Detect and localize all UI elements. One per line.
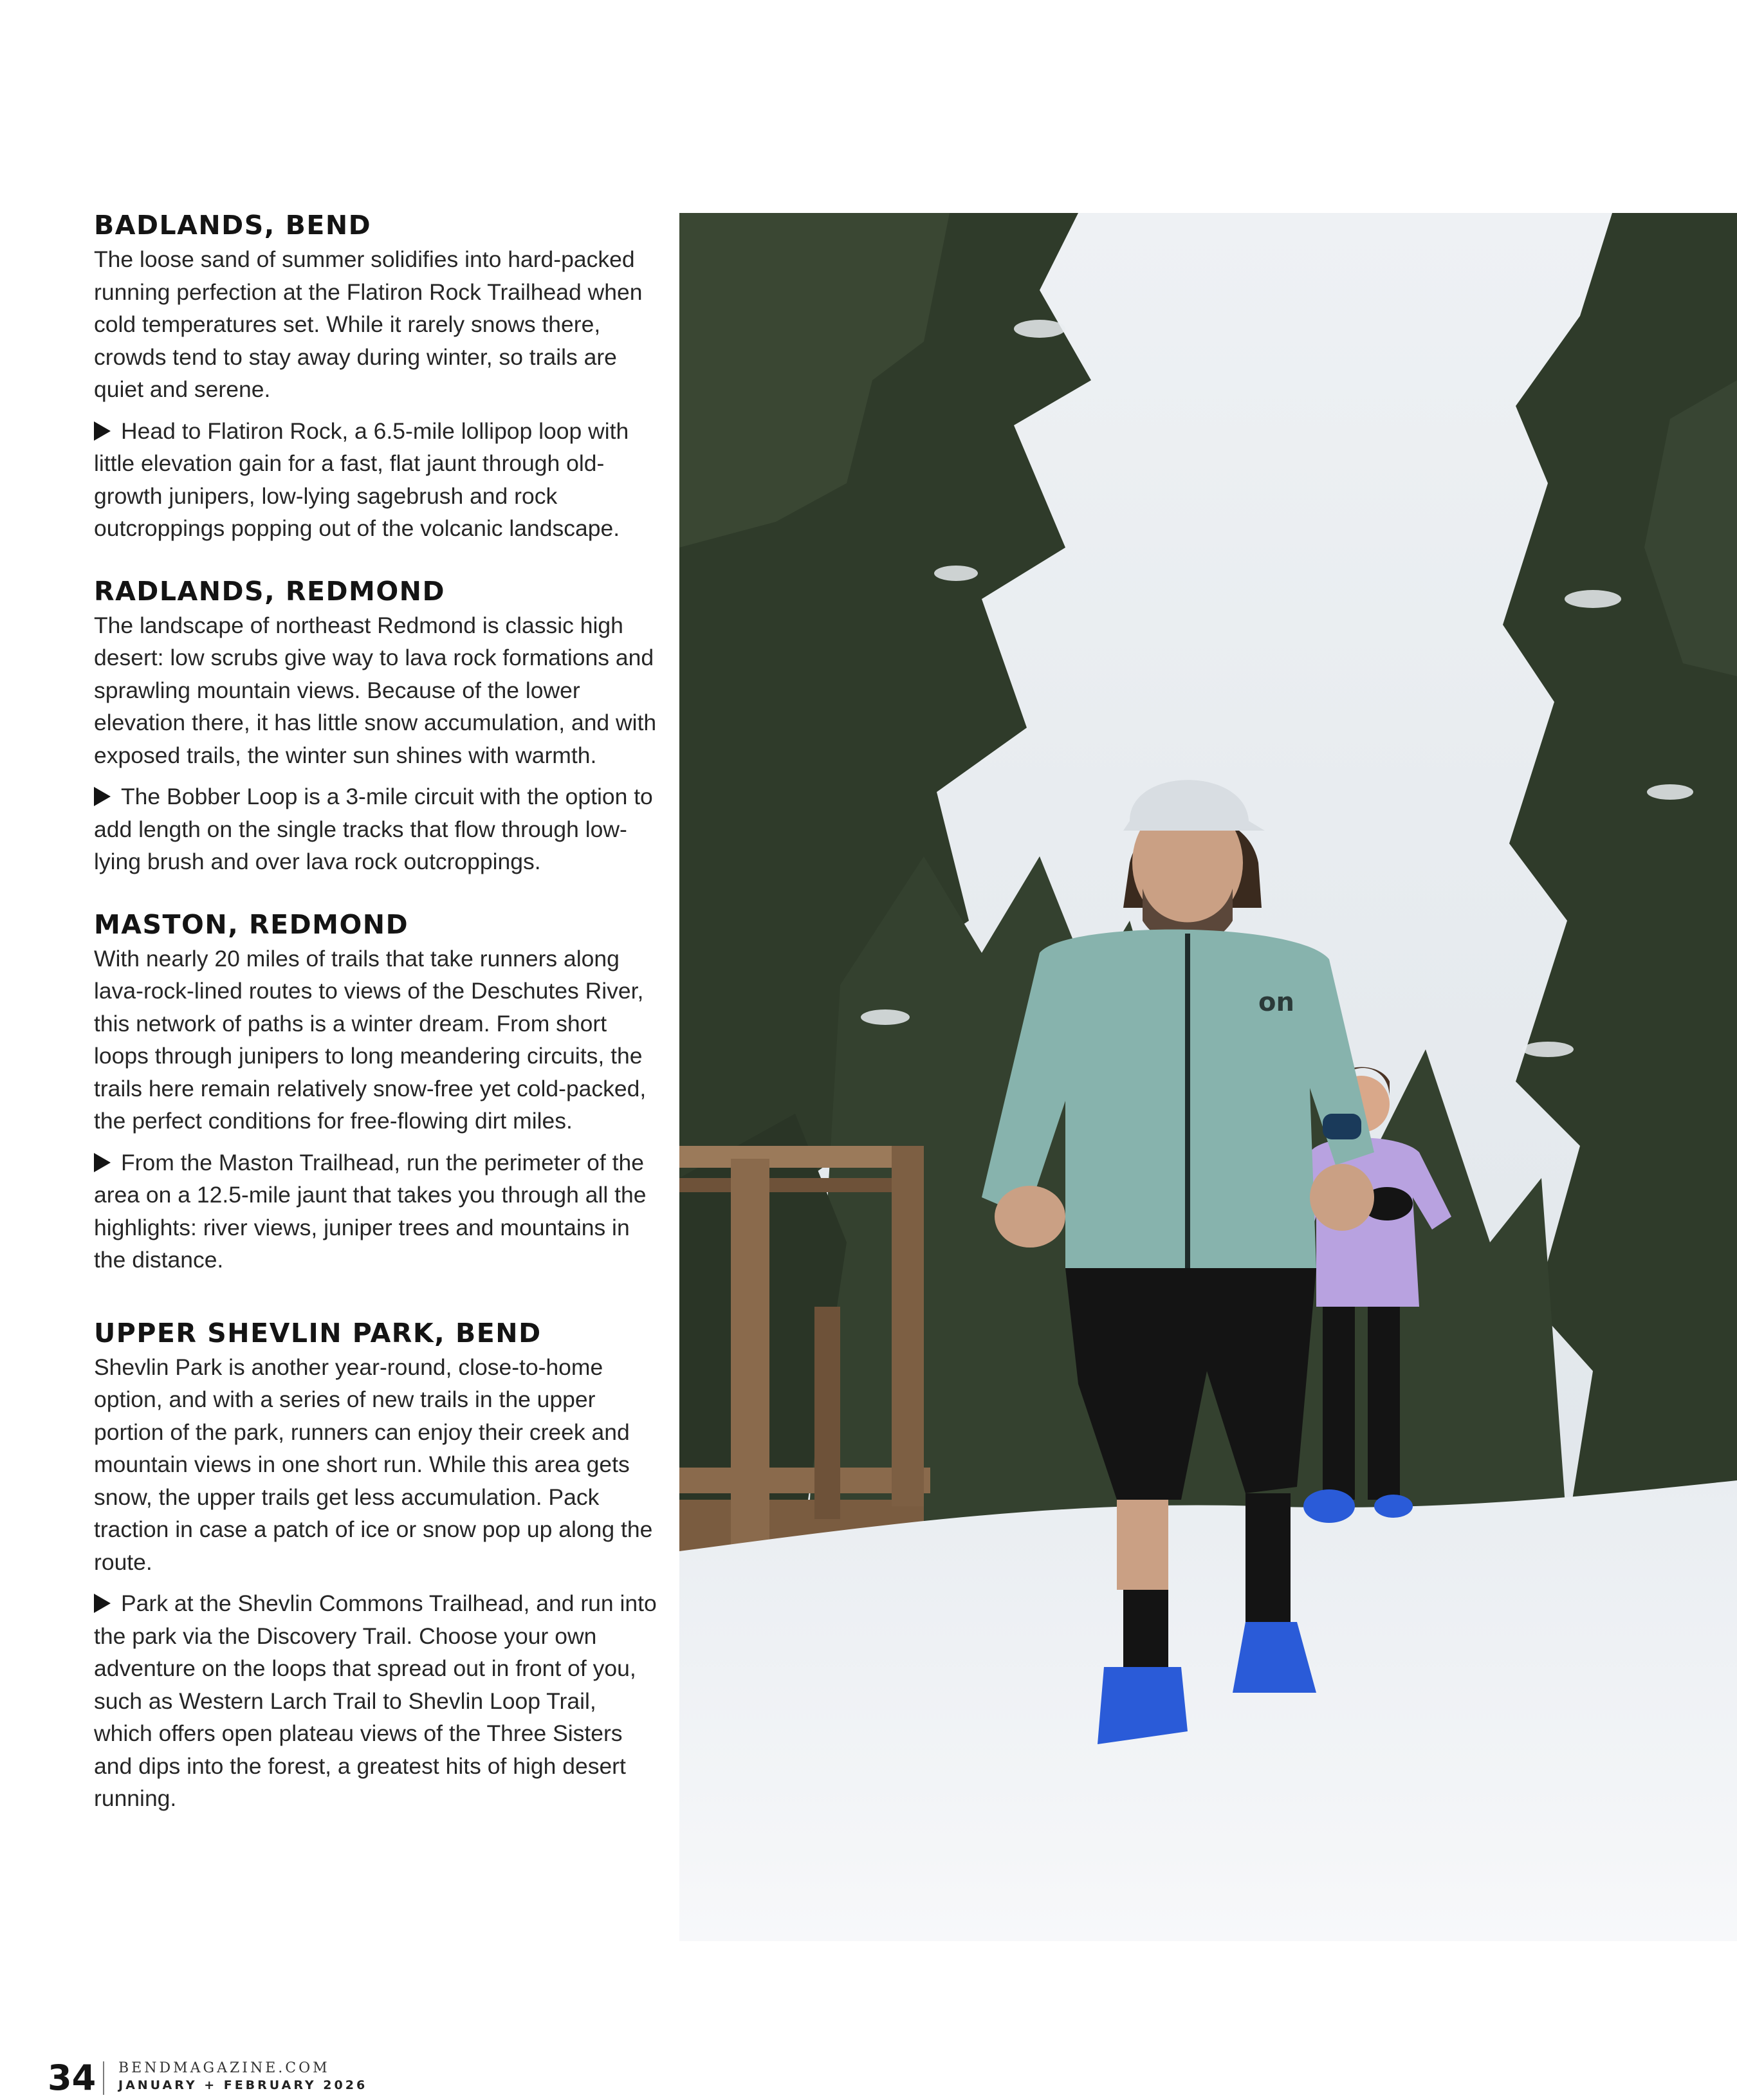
section-body: The landscape of northeast Redmond is classic high desert: low scrubs give way to lava rock formations and sprawling mountain views. Because of the lower elevation there, it has little snow accumulation, and with exposed trails, the winter sun shines with warmth. [94, 612, 657, 768]
runners-photo [679, 213, 1737, 1941]
snow-ground [679, 1480, 1737, 1941]
website-label: BENDMAGAZINE.COM [118, 2060, 330, 2076]
section-heading: UPPER SHEVLIN PARK, BEND [94, 1317, 542, 1349]
section-tip [94, 780, 660, 878]
issue-label: JANUARY + FEBRUARY 2026 [118, 2078, 368, 2092]
footer-divider [103, 2061, 104, 2095]
arrow-right-icon [94, 1153, 111, 1172]
tip-text: From the Maston Trailhead, run the perimeter of the area on a 12.5-mile jaunt that takes you through all the highlights: river views, juniper trees and mountains in the distance. [94, 1149, 647, 1273]
page-number: 34 [48, 2058, 96, 2098]
arrow-right-icon [94, 421, 111, 441]
tip-text: Head to Flatiron Rock, a 6.5-mile lollipop loop with little elevation gain for a fast, flat jaunt through old-growth junipers, low-lying sagebrush and rock outcroppings popping out of the volcanic landscape. [94, 418, 629, 541]
section-tip [94, 1587, 660, 1815]
section-body: Shevlin Park is another year-round, close-to-home option, and with a series of new trails in the upper portion of the park, runners can enjoy their creek and mountain views in one short run. While this area gets snow, the upper trails get less accumulation. Pack traction in case a patch of ice or snow pop up along the route. [94, 1354, 653, 1575]
section-tip [94, 1147, 660, 1276]
section-heading: RADLANDS, REDMOND [94, 575, 446, 607]
jacket-logo: on [1258, 988, 1294, 1017]
section-upper-shevlin [94, 1315, 660, 1815]
section-badlands [94, 207, 660, 545]
tip-text: The Bobber Loop is a 3-mile circuit with the option to add length on the single tracks that flow through low-lying brush and over lava rock outcroppings. [94, 784, 653, 874]
section-tip [94, 415, 660, 545]
photo-illustration [679, 213, 1737, 1941]
section-body: With nearly 20 miles of trails that take runners along lava-rock-lined routes to views of the Deschutes River, this network of paths is a winter dream. From short loops through junipers to long meandering circuits, the trails here remain relatively snow-free yet cold-packed, the perfect conditions for free-flowing dirt miles. [94, 945, 647, 1134]
article-column [94, 207, 660, 1843]
section-heading: MASTON, REDMOND [94, 908, 409, 940]
section-body: The loose sand of summer solidifies into hard-packed running perfection at the Flatiron Rock Trailhead when cold temperatures set. While it rarely snows there, crowds tend to stay away during winter, so trails are quiet and serene. [94, 246, 643, 402]
arrow-right-icon [94, 787, 111, 806]
section-maston [94, 907, 660, 1276]
section-heading: BADLANDS, BEND [94, 210, 372, 241]
section-radlands [94, 573, 660, 878]
arrow-right-icon [94, 1594, 111, 1613]
tip-text: Park at the Shevlin Commons Trailhead, and run into the park via the Discovery Trail. Choose your own adventure on the loops that spread out in front of you, such as Western Larch Trail to Shevlin Loop Trail, which offers open plateau views of the Three Sisters and dips into the forest, a greatest hits of high desert running. [94, 1590, 657, 1811]
